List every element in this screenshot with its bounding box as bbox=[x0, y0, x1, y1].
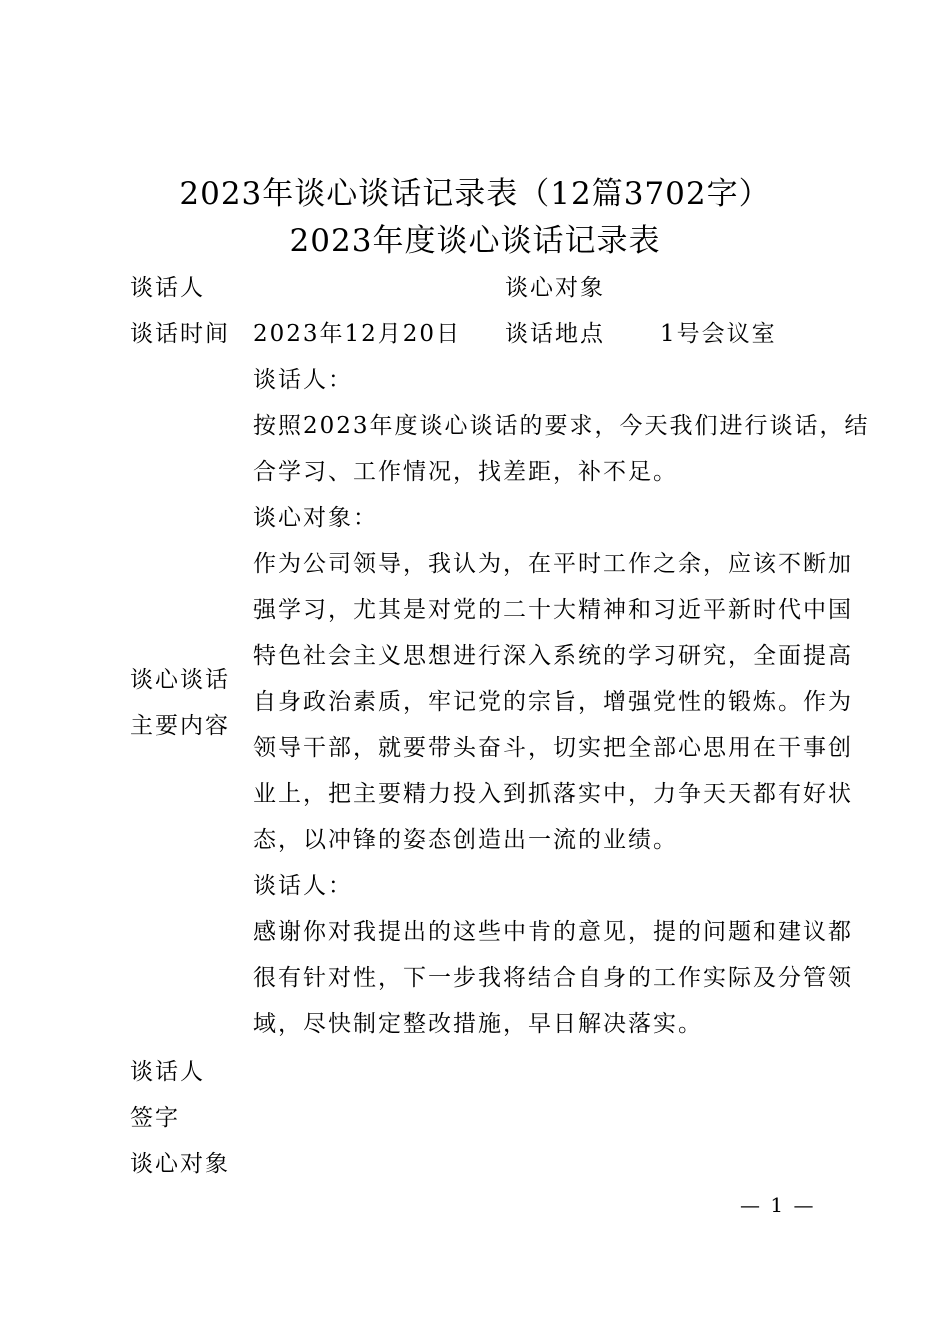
document-title: 2023年谈心谈话记录表（12篇3702字） bbox=[179, 176, 771, 212]
signature-label: 签字 bbox=[130, 1105, 180, 1131]
target-label: 谈心对象 bbox=[505, 275, 605, 301]
page-number: — 1 — bbox=[740, 1193, 816, 1217]
content-line: 态，以冲锋的姿态创造出一流的业绩。 bbox=[253, 827, 678, 853]
content-line: 按照2023年度谈心谈话的要求，今天我们进行谈话，结 bbox=[253, 413, 870, 439]
content-line: 感谢你对我提出的这些中肯的意见，提的问题和建议都 bbox=[253, 919, 853, 945]
content-line: 自身政治素质，牢记党的宗旨，增强党性的锻炼。作为 bbox=[253, 689, 853, 715]
time-value: 2023年12月20日 bbox=[253, 321, 462, 347]
content-line: 合学习、工作情况，找差距，补不足。 bbox=[253, 459, 678, 485]
speaker-label: 谈话人 bbox=[130, 275, 205, 301]
content-line: 强学习，尤其是对党的二十大精神和习近平新时代中国 bbox=[253, 597, 853, 623]
location-label: 谈话地点 bbox=[505, 321, 605, 347]
content-line: 作为公司领导，我认为，在平时工作之余，应该不断加 bbox=[253, 551, 853, 577]
content-line: 域，尽快制定整改措施，早日解决落实。 bbox=[253, 1011, 703, 1037]
content-line: 谈话人： bbox=[253, 873, 353, 899]
content-line: 很有针对性，下一步我将结合自身的工作实际及分管领 bbox=[253, 965, 853, 991]
content-line: 领导干部，就要带头奋斗，切实把全部心思用在干事创 bbox=[253, 735, 853, 761]
content-label-line2: 主要内容 bbox=[130, 713, 230, 739]
time-label: 谈话时间 bbox=[130, 321, 230, 347]
document-subtitle: 2023年度谈心谈话记录表 bbox=[289, 223, 661, 259]
content-line: 业上，把主要精力投入到抓落实中，力争天天都有好状 bbox=[253, 781, 853, 807]
content-line: 谈心对象： bbox=[253, 505, 378, 531]
location-value: 1号会议室 bbox=[660, 321, 777, 347]
content-line: 谈话人： bbox=[253, 367, 353, 393]
signature-target-label: 谈心对象 bbox=[130, 1151, 230, 1177]
content-line: 特色社会主义思想进行深入系统的学习研究，全面提高 bbox=[253, 643, 853, 669]
signature-speaker-label: 谈话人 bbox=[130, 1059, 205, 1085]
content-label-line1: 谈心谈话 bbox=[130, 667, 230, 693]
